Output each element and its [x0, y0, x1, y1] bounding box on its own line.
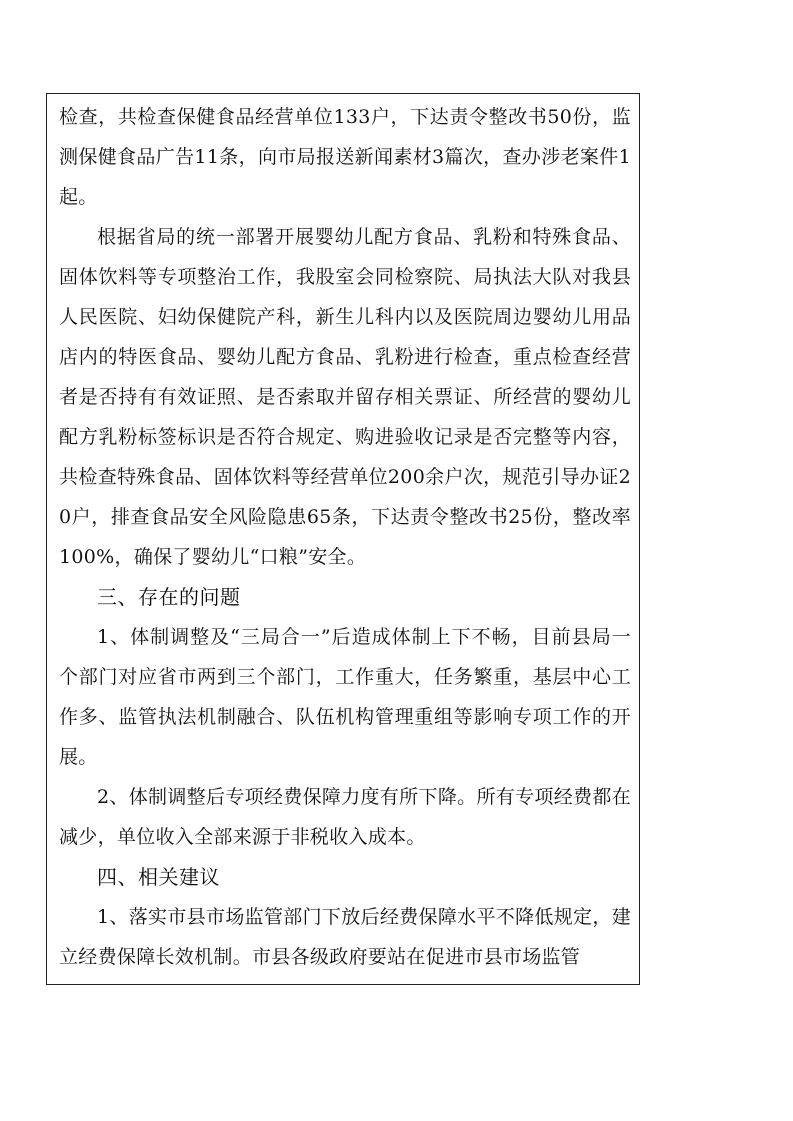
- infant-formula-paragraph: 根据省局的统一部署开展婴幼儿配方食品、乳粉和特殊食品、固体饮料等专项整治工作，我股室会同检察院、局执法大队对我县人民医院、妇幼保健院产科，新生儿科内以及医院周边婴幼儿用品店内的特医食品、婴幼儿配方食品、乳粉进行检查，重点检查经营者是否持有有效证照、是否索取并留存相关票证、所经营的婴幼儿配方乳粉标签标识是否符合规定、购进验收记录是否完整等内容，共检查特殊食品、固体饮料等经营单位200余户次，规范引导办证20户，排查食品安全风险隐患65条，下达责令整改书25份，整改率100%，确保了婴幼儿“口粮”安全。: [59, 226, 631, 568]
- problem-2-paragraph: 2、体制调整后专项经费保障力度有所下降。所有专项经费都在减少，单位收入全部来源于非税收入成本。: [59, 786, 631, 848]
- suggestion-1-paragraph: 1、落实市县市场监管部门下放后经费保障水平不降低规定，建立经费保障长效机制。市县各级政府要站在促进市县市场监管: [59, 906, 631, 968]
- section-four-heading: 四、相关建议: [97, 865, 220, 889]
- continuation-paragraph: 检查，共检查保健食品经营单位133户，下达责令整改书50份，监测保健食品广告11条，向市局报送新闻素材3篇次，查办涉老案件1起。: [59, 106, 631, 208]
- document-table-cell: [46, 93, 640, 985]
- document-body: [59, 97, 631, 977]
- problem-1-paragraph: 1、体制调整及“三局合一”后造成体制上下不畅，目前县局一个部门对应省市两到三个部门，工作重大，任务繁重，基层中心工作多、监管执法机制融合、队伍机构管理重组等影响专项工作的开展。: [59, 626, 631, 768]
- section-three-heading: 三、存在的问题: [97, 585, 241, 609]
